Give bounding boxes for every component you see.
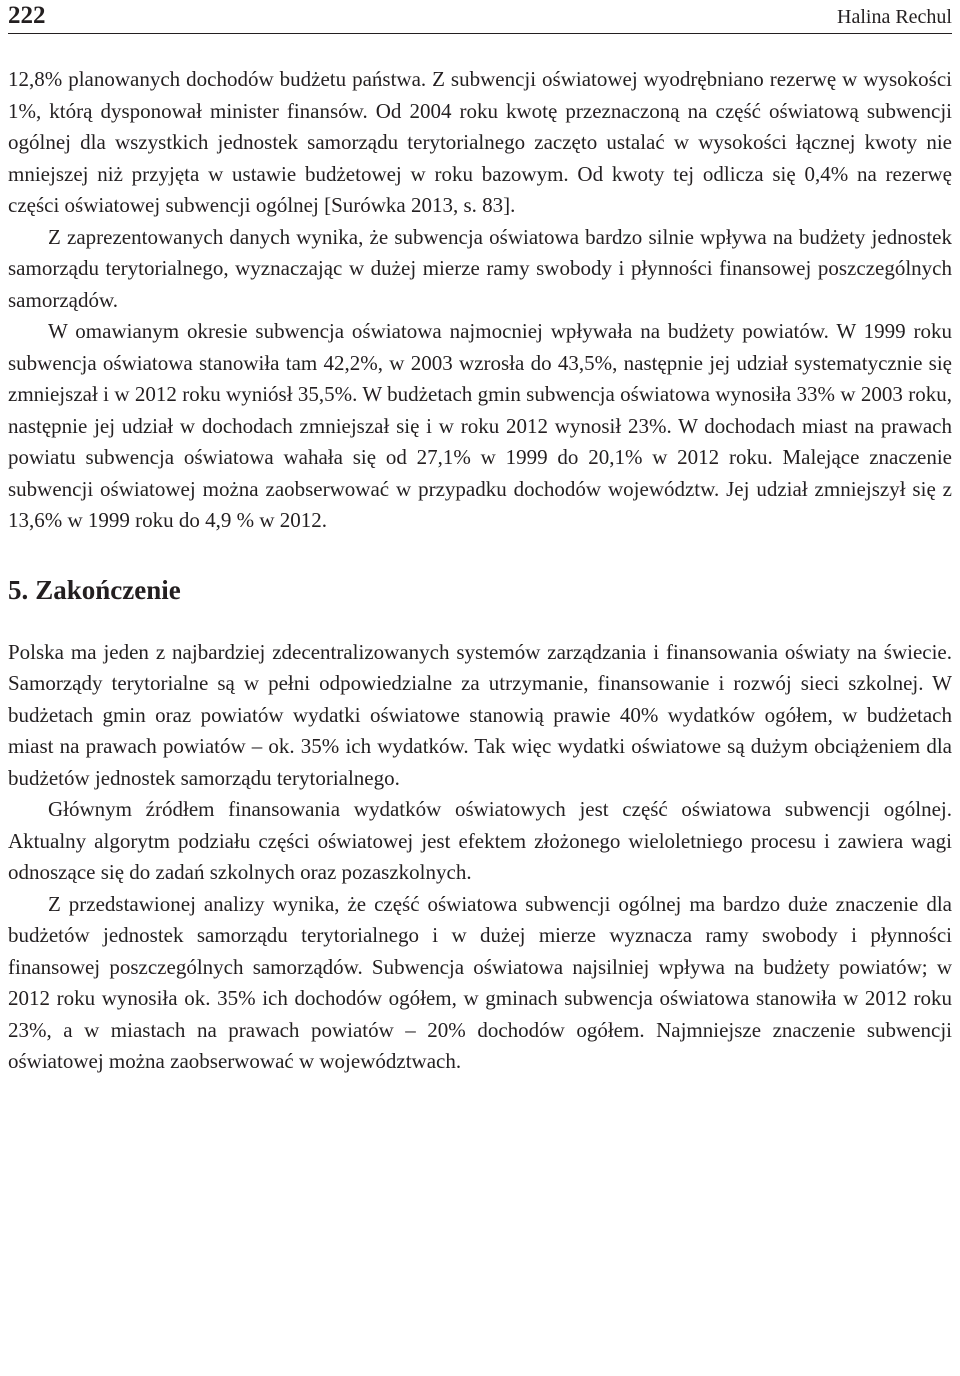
- section-number: 5.: [8, 574, 29, 605]
- body-paragraph: 12,8% planowanych dochodów budżetu państwa. Z subwencji oświatowej wyodrębniano rezerwę w wysokości 1%, którą dysponował minister finansów. Od 2004 roku kwotę przeznaczoną na część oświatową subwencji ogólnej dla wszystkich jednostek samorządu terytorialnego zaczęto ustalać w wysokości łącznej kwoty nie mniejszej niż przyjęta w ustawie budżetowej w roku bazowym. Od kwoty tej odlicza się 0,4% na rezerwę części oświatowej subwencji ogólnej [Surówka 2013, s. 83].: [8, 67, 952, 217]
- body-paragraph: Z zaprezentowanych danych wynika, że subwencja oświatowa bardzo silnie wpływa na budżety jednostek samorządu terytorialnego, wyznaczając w dużej mierze ramy swobody i płynności finansowej poszczególnych samorządów.: [8, 224, 952, 312]
- section-title: Zakończenie: [35, 574, 181, 605]
- page-number: 222: [8, 2, 46, 29]
- body-paragraph: W omawianym okresie subwencja oświatowa najmocniej wpływała na budżety powiatów. W 1999 roku subwencja oświatowa stanowiła tam 42,2%, w 2003 wzrosła do 43,5%, następnie jej udział systematycznie się zmniejszał i w 2012 roku wyniósł 35,5%. W budżetach gmin subwencja oświatowa wynosiła 33% w 2003 roku, następnie jej udział w dochodach zmniejszał się i w roku 2012 wynosił 23%. W dochodach miast na prawach powiatu subwencja oświatowa wahała się od 27,1% w 1999 do 20,1% w 2012 roku. Malejące znaczenie subwencji oświatowej można zaobserwować w przypadku dochodów województw. Jej udział zmniejszył się z 13,6% w 1999 roku do 4,9 % w 2012.: [8, 319, 952, 532]
- body-paragraph: Z przedstawionej analizy wynika, że część oświatowa subwencji ogólnej ma bardzo duże znaczenie dla budżetów jednostek samorządu terytorialnego i w dużej mierze wyznacza ramy swobody i płynności finansowej poszczególnych samorządów. Subwencja oświatowa najsilniej wpływa na budżety powiatów; w 2012 roku wynosiła ok. 35% ich dochodów ogółem, w gminach subwencja oświatowa stanowiła w 2012 roku 23%, a w miastach na prawach powiatów – 20% dochodów ogółem. Najmniejsze znaczenie subwencji oświatowej można zaobserwować w województwach.: [8, 891, 952, 1073]
- section-heading: [8, 573, 952, 607]
- running-header: [8, 0, 952, 34]
- page-body: [8, 64, 952, 1078]
- body-paragraph: Głównym źródłem finansowania wydatków oświatowych jest część oświatowa subwencji ogólnej. Aktualny algorytm podziału części oświatowej jest efektem złożonego wieloletniego procesu i zawiera wagi odnoszące się do zadań szkolnych oraz pozaszkolnych.: [8, 797, 952, 884]
- running-head-author: Halina Rechul: [837, 6, 952, 28]
- body-paragraph: Polska ma jeden z najbardziej zdecentralizowanych systemów zarządzania i finansowania oświaty na świecie. Samorządy terytorialne są w pełni odpowiedzialne za utrzymanie, finansowanie i rozwój sieci szkolnej. W budżetach gmin oraz powiatów wydatki oświatowe stanowią prawie 40% wydatków ogółem, w budżetach miast na prawach powiatów – ok. 35% ich wydatków. Tak więc wydatki oświatowe są dużym obciążeniem dla budżetów jednostek samorządu terytorialnego.: [8, 639, 952, 790]
